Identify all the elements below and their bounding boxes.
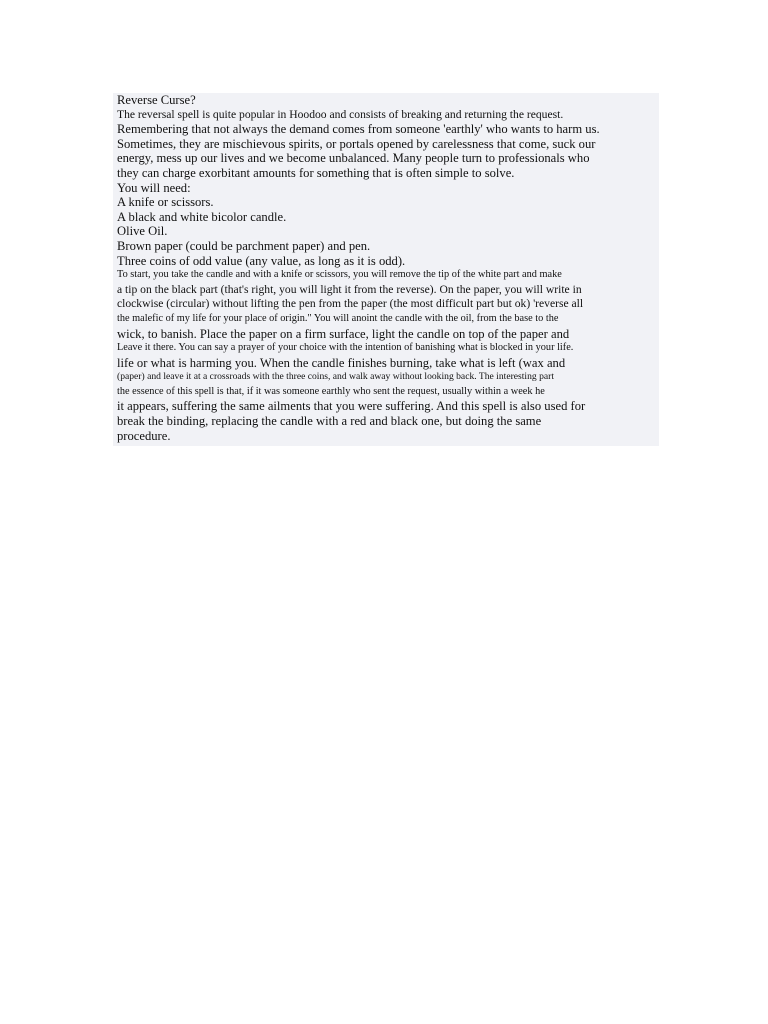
text-line: life or what is harming you. When the candle finishes burning, take what is left (wax and xyxy=(117,355,566,370)
text-line: Leave it there. You can say a prayer of your choice with the intention of banishing what is blocked in your life. xyxy=(117,342,574,354)
text-line: Remembering that not always the demand comes from someone 'earthly' who wants to harm us. xyxy=(117,122,600,137)
text-line: the essence of this spell is that, if it was someone earthly who sent the request, usually within a week he xyxy=(117,385,545,397)
text-line: break the binding, replacing the candle with a red and black one, but doing the same xyxy=(117,414,542,429)
text-line: clockwise (circular) without lifting the pen from the paper (the most difficult part but ok) 'reverse all xyxy=(117,297,584,311)
text-line: procedure. xyxy=(117,428,171,443)
text-line: You will need: xyxy=(117,180,191,195)
text-line: the malefic of my life for your place of origin." You will anoint the candle with the oil, from the base to the xyxy=(117,312,559,324)
text-line: To start, you take the candle and with a knife or scissors, you will remove the tip of the white part and make xyxy=(117,269,562,281)
text-line: The reversal spell is quite popular in Hoodoo and consists of breaking and returning the request. xyxy=(117,107,564,121)
text-line: A black and white bicolor candle. xyxy=(117,209,287,224)
text-line: it appears, suffering the same ailments that you were suffering. And this spell is also used for xyxy=(117,399,586,414)
text-line: Sometimes, they are mischievous spirits, or portals opened by carelessness that come, suck our xyxy=(117,136,596,151)
text-line: (paper) and leave it at a crossroads with the three coins, and walk away without looking back. The interesting part xyxy=(117,371,554,383)
document-body xyxy=(117,93,662,443)
document-title: Reverse Curse? xyxy=(117,93,196,107)
text-line: they can charge exorbitant amounts for something that is often simple to solve. xyxy=(117,165,515,180)
text-line: Brown paper (could be parchment paper) and pen. xyxy=(117,238,371,253)
text-line: wick, to banish. Place the paper on a firm surface, light the candle on top of the paper and xyxy=(117,326,570,341)
text-line: energy, mess up our lives and we become unbalanced. Many people turn to professionals who xyxy=(117,151,590,166)
text-line: Olive Oil. xyxy=(117,224,168,239)
text-line: Three coins of odd value (any value, as long as it is odd). xyxy=(117,253,406,268)
text-line: A knife or scissors. xyxy=(117,195,214,210)
text-line: a tip on the black part (that's right, you will light it from the reverse). On the paper, you will write in xyxy=(117,282,582,296)
